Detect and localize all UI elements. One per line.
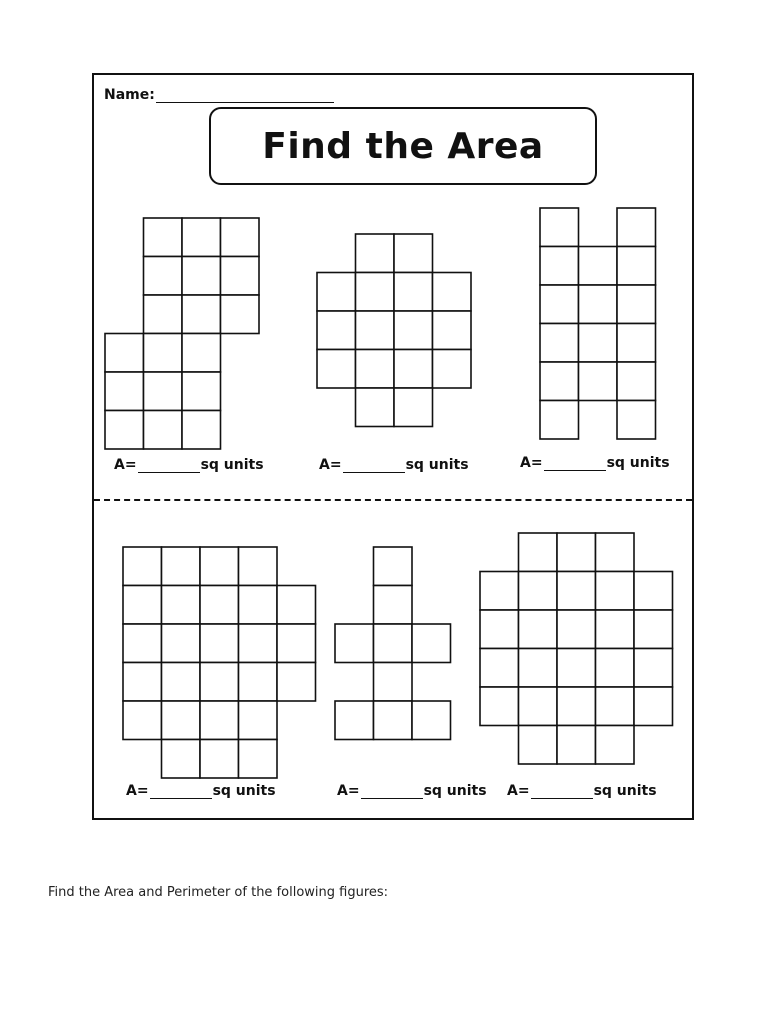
grid-square — [540, 362, 579, 401]
grid-square — [617, 208, 656, 247]
grid-square — [144, 295, 183, 334]
grid-figure-2 — [316, 233, 472, 419]
grid-square — [480, 610, 519, 649]
grid-square — [221, 218, 260, 257]
grid-square — [317, 273, 356, 312]
name-blank-line[interactable] — [156, 88, 334, 103]
grid-square — [356, 311, 395, 350]
grid-square — [557, 649, 596, 688]
grid-figure-5 — [334, 546, 451, 731]
instructions-text: Find the Area and Perimeter of the following figures: — [48, 885, 389, 900]
grid-square — [579, 324, 618, 363]
answer-prefix: A= — [126, 783, 149, 799]
grid-square — [162, 586, 201, 625]
grid-square — [433, 273, 472, 312]
grid-square — [596, 533, 635, 572]
grid-square — [374, 547, 413, 586]
answer-field-2[interactable] — [319, 457, 469, 473]
grid-figure-3 — [539, 207, 656, 429]
grid-square — [557, 533, 596, 572]
grid-square — [579, 247, 618, 286]
grid-square — [540, 247, 579, 286]
grid-square — [617, 324, 656, 363]
grid-square — [617, 285, 656, 324]
answer-field-1[interactable] — [114, 457, 264, 473]
grid-square — [412, 701, 451, 740]
answer-suffix: sq units — [200, 457, 264, 473]
answer-prefix: A= — [337, 783, 360, 799]
grid-square — [519, 649, 558, 688]
answer-suffix: sq units — [606, 455, 670, 471]
grid-square — [540, 208, 579, 247]
grid-square — [162, 624, 201, 663]
grid-square — [596, 687, 635, 726]
grid-square — [596, 726, 635, 765]
answer-suffix: sq units — [593, 783, 657, 799]
grid-square — [540, 285, 579, 324]
grid-square — [374, 586, 413, 625]
answer-blank[interactable] — [138, 460, 200, 473]
grid-square — [105, 334, 144, 373]
grid-square — [221, 257, 260, 296]
grid-square — [394, 234, 433, 273]
grid-square — [182, 257, 221, 296]
grid-square — [277, 586, 316, 625]
name-label: Name: — [104, 87, 155, 103]
grid-square — [162, 547, 201, 586]
answer-prefix: A= — [507, 783, 530, 799]
grid-square — [356, 234, 395, 273]
dashed-divider — [94, 499, 692, 501]
grid-square — [182, 411, 221, 450]
answer-blank[interactable] — [544, 458, 606, 471]
grid-square — [617, 362, 656, 401]
grid-square — [557, 726, 596, 765]
grid-square — [144, 218, 183, 257]
grid-square — [162, 740, 201, 779]
grid-square — [374, 624, 413, 663]
grid-square — [394, 388, 433, 427]
grid-square — [182, 295, 221, 334]
grid-square — [144, 257, 183, 296]
answer-suffix: sq units — [423, 783, 487, 799]
grid-square — [277, 624, 316, 663]
answer-prefix: A= — [114, 457, 137, 473]
grid-square — [239, 547, 278, 586]
grid-square — [182, 372, 221, 411]
grid-square — [579, 362, 618, 401]
grid-square — [394, 273, 433, 312]
grid-square — [374, 701, 413, 740]
grid-square — [105, 372, 144, 411]
grid-square — [356, 273, 395, 312]
grid-square — [519, 572, 558, 611]
answer-blank[interactable] — [531, 786, 593, 799]
worksheet-frame — [92, 73, 694, 820]
grid-square — [394, 350, 433, 389]
grid-square — [634, 572, 673, 611]
grid-square — [433, 311, 472, 350]
grid-square — [239, 586, 278, 625]
grid-square — [519, 533, 558, 572]
grid-square — [221, 295, 260, 334]
grid-square — [277, 663, 316, 702]
answer-field-5[interactable] — [337, 783, 487, 799]
answer-field-3[interactable] — [520, 455, 670, 471]
answer-suffix: sq units — [212, 783, 276, 799]
grid-square — [200, 663, 239, 702]
grid-square — [123, 547, 162, 586]
grid-square — [335, 701, 374, 740]
grid-square — [123, 586, 162, 625]
answer-prefix: A= — [520, 455, 543, 471]
grid-square — [200, 701, 239, 740]
grid-square — [519, 610, 558, 649]
grid-square — [519, 687, 558, 726]
grid-square — [317, 311, 356, 350]
grid-square — [596, 649, 635, 688]
grid-square — [480, 572, 519, 611]
grid-square — [412, 624, 451, 663]
grid-square — [239, 663, 278, 702]
grid-square — [105, 411, 144, 450]
name-field[interactable] — [104, 87, 334, 103]
grid-square — [557, 572, 596, 611]
answer-suffix: sq units — [405, 457, 469, 473]
grid-square — [617, 247, 656, 286]
grid-square — [433, 350, 472, 389]
worksheet-title: Find the Area — [209, 107, 597, 185]
grid-square — [239, 624, 278, 663]
grid-square — [634, 610, 673, 649]
grid-square — [144, 334, 183, 373]
grid-square — [200, 586, 239, 625]
grid-square — [200, 624, 239, 663]
grid-square — [579, 285, 618, 324]
grid-square — [162, 701, 201, 740]
answer-prefix: A= — [319, 457, 342, 473]
grid-square — [123, 624, 162, 663]
grid-square — [182, 218, 221, 257]
answer-field-4[interactable] — [126, 783, 276, 799]
grid-square — [144, 372, 183, 411]
grid-figure-6 — [479, 532, 674, 754]
grid-square — [634, 687, 673, 726]
grid-square — [394, 311, 433, 350]
grid-square — [617, 401, 656, 440]
answer-blank[interactable] — [150, 786, 212, 799]
grid-square — [335, 624, 374, 663]
answer-blank[interactable] — [343, 460, 405, 473]
grid-square — [596, 572, 635, 611]
grid-square — [634, 649, 673, 688]
grid-square — [540, 401, 579, 440]
grid-figure-4 — [122, 546, 317, 768]
grid-square — [356, 388, 395, 427]
grid-square — [239, 701, 278, 740]
grid-square — [182, 334, 221, 373]
grid-square — [239, 740, 278, 779]
grid-square — [144, 411, 183, 450]
grid-square — [200, 740, 239, 779]
grid-square — [557, 687, 596, 726]
grid-square — [123, 701, 162, 740]
grid-square — [480, 649, 519, 688]
answer-blank[interactable] — [361, 786, 423, 799]
grid-square — [162, 663, 201, 702]
grid-square — [123, 663, 162, 702]
grid-figure-1 — [104, 217, 260, 439]
grid-square — [356, 350, 395, 389]
answer-field-6[interactable] — [507, 783, 657, 799]
grid-square — [596, 610, 635, 649]
grid-square — [519, 726, 558, 765]
grid-square — [374, 663, 413, 702]
grid-square — [557, 610, 596, 649]
grid-square — [540, 324, 579, 363]
grid-square — [480, 687, 519, 726]
grid-square — [317, 350, 356, 389]
grid-square — [200, 547, 239, 586]
